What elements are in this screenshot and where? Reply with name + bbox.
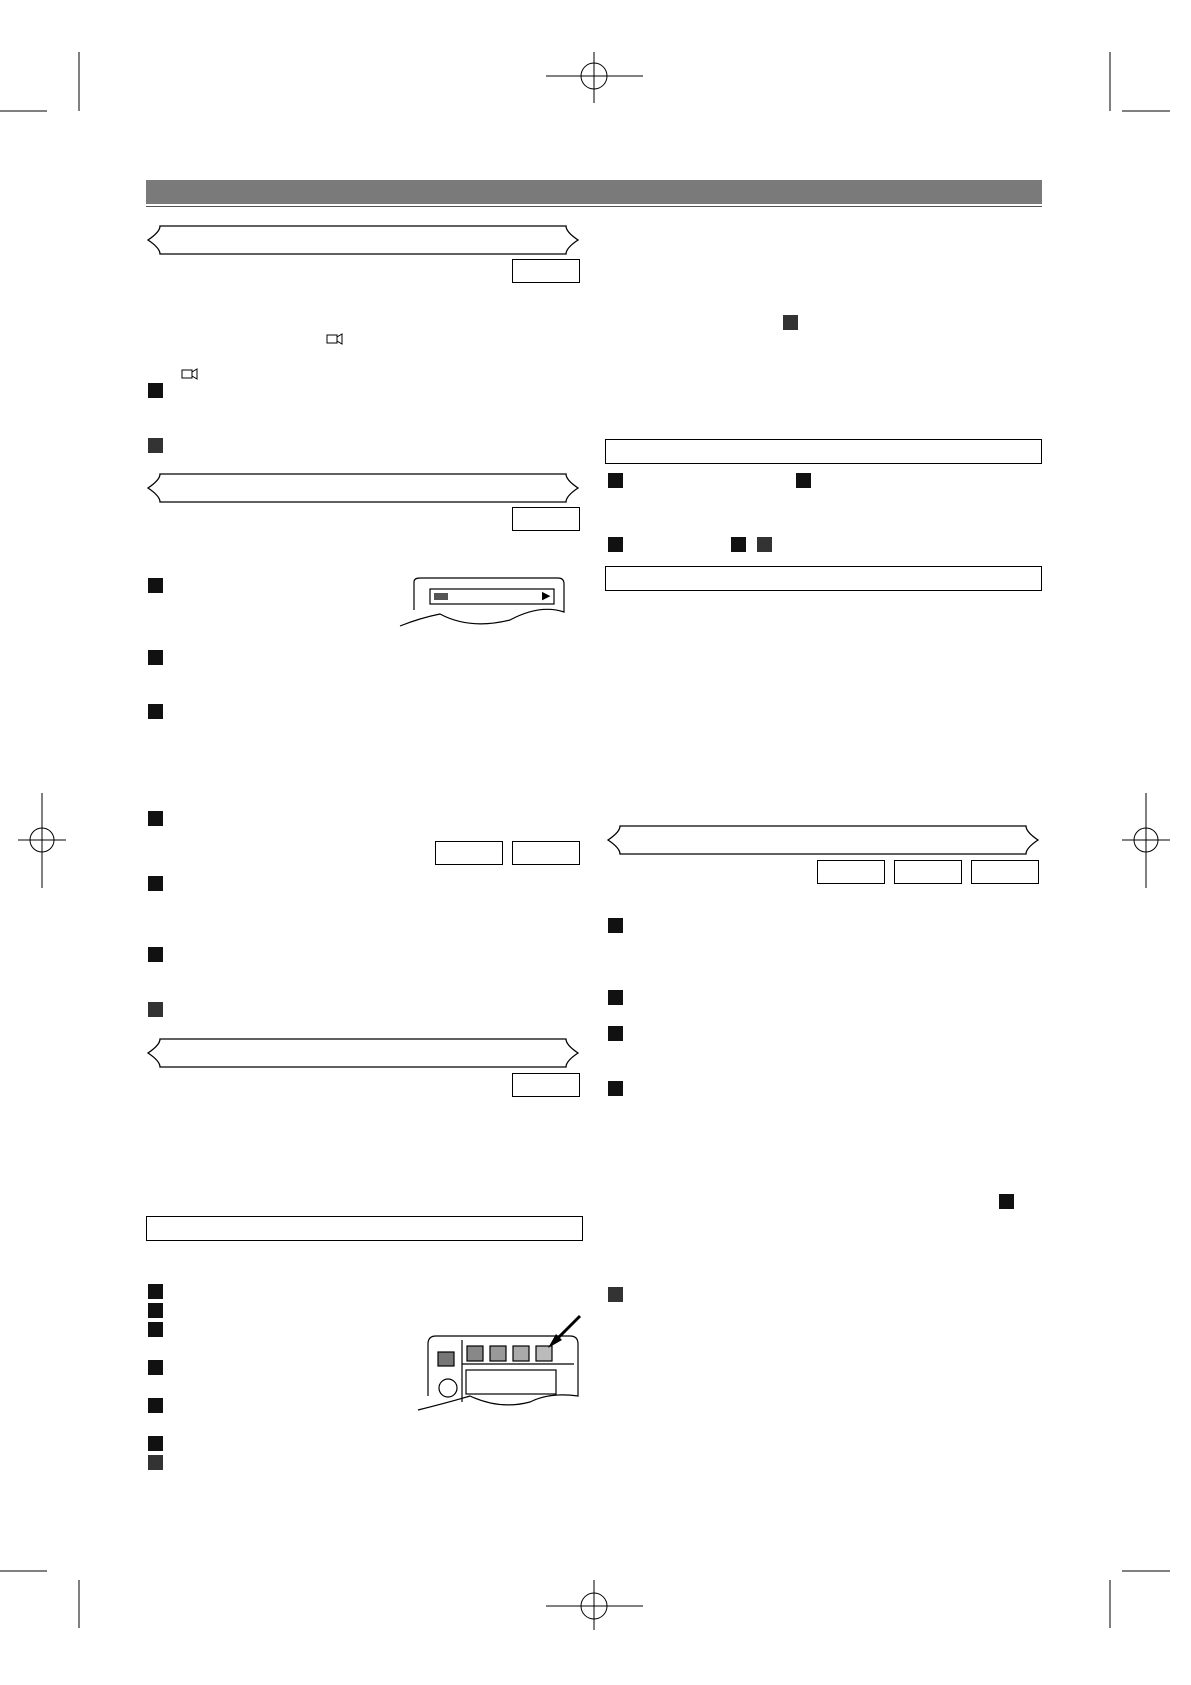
step-number-icon <box>608 473 623 488</box>
step-number-icon <box>148 1436 163 1451</box>
step-number-icon <box>148 578 163 593</box>
section-banner-5 <box>608 826 1038 854</box>
disc-badge <box>817 860 885 884</box>
osd-illustration <box>400 578 564 626</box>
subsection-box-3 <box>146 1216 583 1241</box>
step-number-icon <box>148 1322 163 1337</box>
step-number-icon <box>608 1026 623 1041</box>
step-number-icon <box>757 537 772 552</box>
step-number-icon <box>148 1360 163 1375</box>
step-number-icon <box>148 704 163 719</box>
step-number-icon <box>148 1303 163 1318</box>
step-number-icon <box>608 918 623 933</box>
step-number-icon <box>608 1081 623 1096</box>
step-number-icon <box>148 811 163 826</box>
step-number-icon <box>783 315 798 330</box>
step-number-icon <box>796 473 811 488</box>
step-number-icon <box>148 1455 163 1470</box>
setup-menu-illustration <box>418 1316 580 1410</box>
section-banner-1 <box>148 226 578 254</box>
step-number-icon <box>148 876 163 891</box>
step-number-icon <box>148 1002 163 1017</box>
section-banner-2 <box>148 474 578 502</box>
disc-badge <box>512 507 580 531</box>
step-number-icon <box>608 990 623 1005</box>
osd-play-indicator: ▶ <box>542 590 551 602</box>
step-number-icon <box>148 438 163 453</box>
disc-badge <box>512 259 580 283</box>
step-number-icon <box>148 650 163 665</box>
disc-badge <box>512 841 580 865</box>
step-number-icon <box>148 383 163 398</box>
camera-angle-icon <box>182 334 342 379</box>
crop-mark-icon <box>0 1571 1170 1630</box>
disc-badge <box>435 841 503 865</box>
step-number-icon <box>148 1284 163 1299</box>
step-number-icon <box>608 537 623 552</box>
disc-badge <box>894 860 962 884</box>
section-banner-4 <box>148 1039 578 1067</box>
step-number-icon <box>148 947 163 962</box>
step-number-icon <box>731 537 746 552</box>
step-number-icon <box>608 1287 623 1302</box>
disc-badge <box>971 860 1039 884</box>
crop-mark-icon <box>0 52 1170 111</box>
subsection-box-2 <box>605 566 1042 591</box>
subsection-box-1 <box>605 439 1042 464</box>
disc-badge <box>512 1073 580 1097</box>
step-number-icon <box>999 1194 1014 1209</box>
step-number-icon <box>148 1398 163 1413</box>
